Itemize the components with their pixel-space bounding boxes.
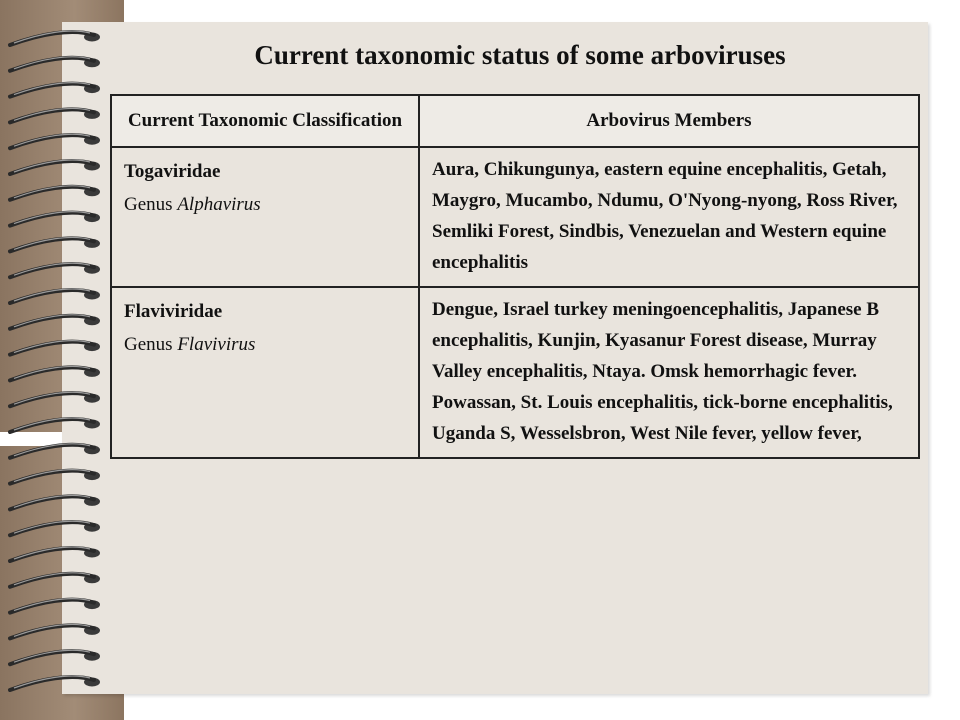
spiral-coil	[10, 263, 100, 277]
spiral-coil	[10, 186, 100, 200]
slide-title: Current taxonomic status of some arboviruses	[254, 40, 786, 70]
table-row	[111, 287, 919, 458]
spiral-coil	[10, 418, 100, 432]
spiral-coil	[10, 599, 100, 613]
genus-name: Flavivirus	[177, 334, 256, 355]
genus-prefix: Genus	[124, 334, 178, 355]
spiral-coil	[10, 573, 100, 587]
column-header-classification: Current Taxonomic Classification	[111, 95, 419, 147]
table-row	[111, 147, 919, 287]
genus-line	[124, 189, 408, 220]
spiral-coil	[10, 676, 100, 690]
spiral-coil	[10, 31, 100, 45]
table-header-row	[111, 95, 919, 147]
spiral-coil	[10, 366, 100, 380]
column-header-members: Arbovirus Members	[419, 95, 919, 147]
classification-cell	[111, 147, 419, 287]
spiral-coil	[10, 315, 100, 329]
spiral-coil	[10, 212, 100, 226]
spiral-coil	[10, 624, 100, 638]
spiral-coil	[10, 341, 100, 355]
genus-prefix: Genus	[124, 194, 178, 215]
members-cell: Dengue, Israel turkey meningoencephalitis, Japanese B encephalitis, Kunjin, Kyasanur Forest disease, Murray Valley encephalitis, Ntaya. Omsk hemorrhagic fever. Powassan, St. Louis encephalitis, tick-borne encephalitis, Uganda S, Wesselsbron, West Nile fever, yellow fever,	[419, 287, 919, 458]
spiral-coil	[10, 57, 100, 71]
taxonomy-table	[110, 94, 920, 459]
members-cell: Aura, Chikungunya, eastern equine encephalitis, Getah, Maygro, Mucambo, Ndumu, O'Nyong-nyong, Ross River, Semliki Forest, Sindbis, Venezuelan and Western equine encephalitis	[419, 147, 919, 287]
classification-cell	[111, 287, 419, 458]
spiral-coil	[10, 444, 100, 458]
family-name: Flaviviridae	[124, 301, 223, 322]
spiral-coil	[10, 237, 100, 251]
spiral-coil	[10, 108, 100, 122]
spiral-coil	[10, 650, 100, 664]
spiral-coil	[10, 521, 100, 535]
spiral-coil	[10, 160, 100, 174]
family-name: Togaviridae	[124, 161, 221, 182]
spiral-coil	[10, 470, 100, 484]
spiral-coil	[10, 134, 100, 148]
spiral-coil	[10, 392, 100, 406]
genus-name: Alphavirus	[177, 194, 261, 215]
spiral-coil	[10, 495, 100, 509]
spiral-coil	[10, 289, 100, 303]
spiral-coil	[10, 83, 100, 97]
genus-line	[124, 329, 408, 360]
spiral-coil	[10, 547, 100, 561]
